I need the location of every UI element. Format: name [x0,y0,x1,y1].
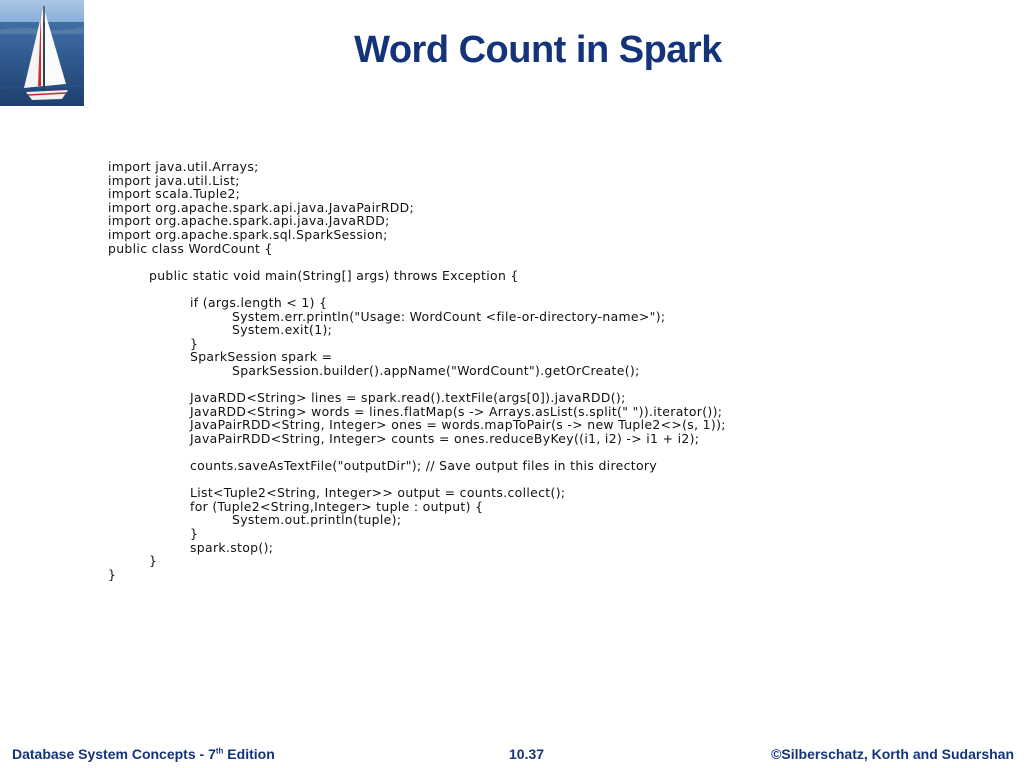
code-line [108,282,726,296]
code-line [108,255,726,269]
code-line: JavaRDD<String> lines = spark.read().textFile(args[0]).javaRDD(); [190,390,626,406]
code-line: JavaRDD<String> words = lines.flatMap(s -> Arrays.asList(s.split(" ")).iterator()); [190,403,723,419]
code-line: JavaPairRDD<String, Integer> ones = words.mapToPair(s -> new Tuple2<>(s, 1)); [190,417,726,433]
code-line: public class WordCount { [108,240,273,256]
code-line: import org.apache.spark.api.java.JavaRDD; [108,213,390,229]
code-line: import scala.Tuple2; [108,186,241,202]
footer-book-title-prefix: Database System Concepts - 7 [12,746,216,762]
code-line: System.exit(1); [232,322,333,338]
slide-title: Word Count in Spark [354,29,722,71]
code-line: if (args.length < 1) { [190,294,328,310]
code-line [108,445,726,459]
footer-book-title-suffix: Edition [223,746,275,762]
code-block [108,160,726,581]
footer-copyright: ©Silberschatz, Korth and Sudarshan [771,746,1014,762]
code-line: import org.apache.spark.api.java.JavaPairRDD; [108,199,415,215]
footer-slide-number: 10.37 [509,746,545,762]
footer-book-title [12,746,275,762]
code-line: } [190,335,199,351]
code-line: spark.stop(); [190,539,274,555]
code-line: for (Tuple2<String,Integer> tuple : output) { [190,498,484,514]
code-line: System.err.println("Usage: WordCount <file-or-directory-name>"); [232,308,666,324]
code-line: } [190,526,199,542]
code-line: SparkSession spark = [190,349,333,365]
footer-edition-superscript: th [215,746,224,756]
code-line: System.out.println(tuple); [232,512,402,528]
code-line: } [149,553,158,569]
code-line: import org.apache.spark.sql.SparkSession; [108,226,388,242]
code-line: } [108,566,117,582]
code-line: import java.util.List; [108,172,240,188]
code-line: SparkSession.builder().appName("WordCount").getOrCreate(); [232,362,640,378]
code-line: public static void main(String[] args) throws Exception { [149,267,519,283]
code-line [108,378,726,392]
code-line [108,473,726,487]
code-line: counts.saveAsTextFile("outputDir"); // Save output files in this directory [190,458,658,474]
code-line: JavaPairRDD<String, Integer> counts = ones.reduceByKey((i1, i2) -> i1 + i2); [190,430,700,446]
code-line: import java.util.Arrays; [108,159,259,174]
code-line: List<Tuple2<String, Integer>> output = counts.collect(); [190,485,566,501]
